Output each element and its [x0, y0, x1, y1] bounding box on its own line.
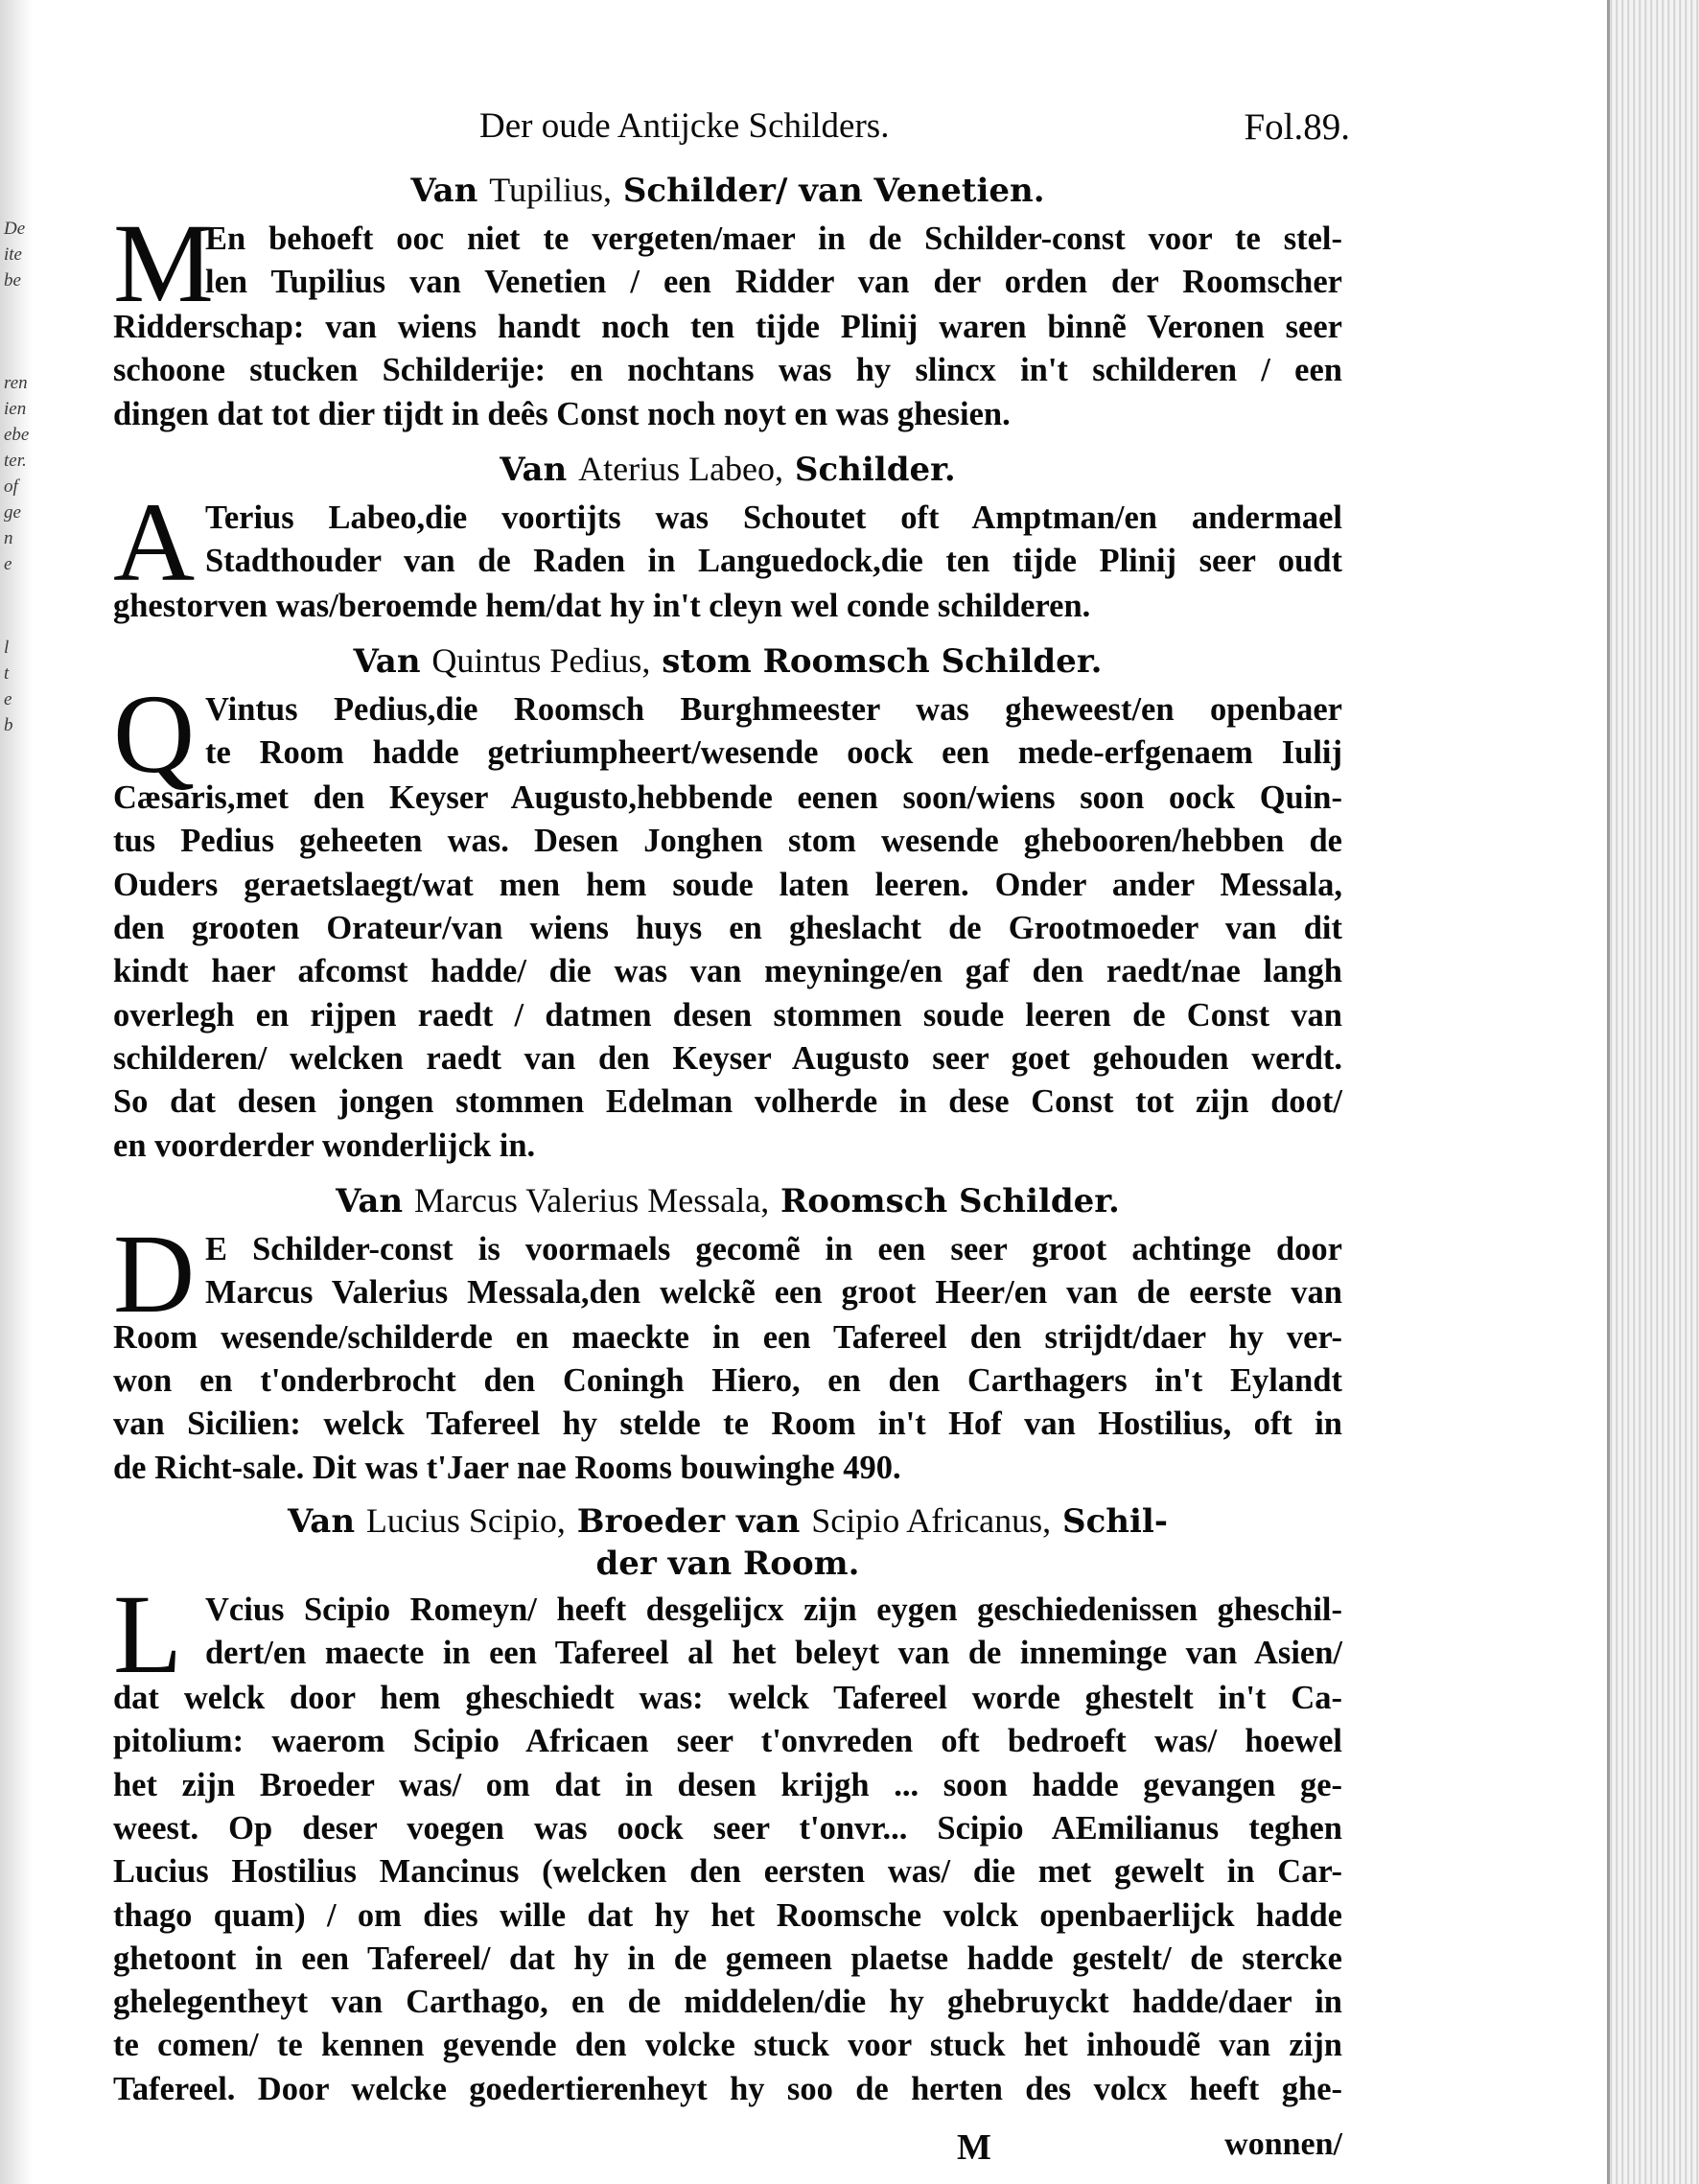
section-heading: Van Tupilius, Schilder/ van Venetien.	[410, 171, 1045, 210]
page-footer	[113, 2121, 1342, 2169]
page-content	[113, 105, 1350, 2169]
section-paragraph: Q Vintus Pedius,die Roomsch Burghmeester was gheweest/en openbaer te Room hadde getriumpheert/wesende oock een mede-erfgenaem Iulij Cæsaris,met den Keyser Augusto,hebbende eenen soon/wiens soon oock Quin- tus Pedius geheeten was. Desen Jonghen stom wesende ghebooren/hebben de Ouders geraetslaegt/wat men hem soude laten leeren. Onder ander Messala, den grooten Orateur/van wiens huys en gheslacht de Grootmoeder van dit kindt haer afcomst hadde/ die was van meyninge/en gaf den raedt/nae langh overlegh en rijpen raedt / datmen desen stommen soude leeren de Const van schilderen/ welcken raedt van den Keyser Augusto seer goet gehouden werdt. So dat desen jongen stommen Edelman volherde in dese Const tot zijn doot/ en voorderder wonderlijck in.	[113, 671, 1342, 1164]
section-heading: Van Aterius Labeo, Schilder.	[500, 449, 956, 489]
drop-capital: D	[113, 1210, 196, 1336]
running-head	[113, 105, 1350, 163]
section-heading: Van Marcus Valerius Messala, Roomsch Schilder.	[336, 1180, 1120, 1220]
section-tupilius	[113, 167, 1342, 436]
margin-fragments	[4, 216, 29, 738]
running-title: Der oude Antijcke Schilders.	[479, 106, 890, 146]
folio-number: Fol.89.	[1244, 106, 1350, 148]
margin-fragment: ter.	[4, 451, 27, 471]
section-aterius-labeo	[113, 446, 1342, 628]
drop-capital: A	[113, 478, 196, 605]
section-heading: Van Quintus Pedius, stom Roomsch Schilder.	[353, 641, 1103, 682]
margin-fragment: ren	[4, 373, 28, 393]
margin-fragment: e	[4, 554, 12, 574]
margin-fragment: De	[4, 219, 26, 239]
section-paragraph: M En behoeft ooc niet te vergeten/maer in de Schilder-const voor te stel- len Tupilius van Venetien / een Ridder van der orden der Roomscher Ridderschap: van wiens handt noch ten tijde Plinij waren binnẽ Veronen seer schoone stucken Schilderije: en nochtans was hy slincx in't schilderen / een dingen dat tot dier tijdt in deês Const noch noyt en was ghesien.	[113, 200, 1342, 432]
page-edges	[1607, 0, 1699, 2184]
section-heading: Van Lucius Scipio, Broeder van Scipio Africanus, Schil- der van Room.	[288, 1501, 1168, 1584]
margin-fragment: ge	[4, 502, 21, 523]
margin-fragment: l	[4, 638, 10, 658]
margin-fragment: be	[4, 270, 21, 290]
section-paragraph: D E Schilder-const is voormaels gecomẽ in een seer groot achtinge door Marcus Valerius Messala,den welckẽ een groot Heer/en van de eerste van Room wesende/schilderde en maeckte in een Tafereel den strijdt/daer hy ver- won en t'onderbrocht den Coningh Hiero, en den Carthagers in't Eylandt van Sicilien: welck Tafereel hy stelde te Room in't Hof van Hostilius, oft in de Richt-sale. Dit was t'Jaer nae Rooms bouwinghe 490.	[113, 1210, 1342, 1486]
margin-fragment: b	[4, 715, 13, 735]
margin-fragment: t	[4, 663, 10, 684]
drop-capital: L	[113, 1571, 183, 1698]
drop-capital: Q	[113, 671, 196, 798]
signature-mark: M	[957, 2127, 991, 2169]
section-paragraph: L Vcius Scipio Romeyn/ heeft desgelijcx zijn eygen geschiedenissen gheschil- dert/en maecte in een Tafereel al het beleyt van de inneminge van Asien/ dat welck door hem gheschiedt was: welck Tafereel worde ghestelt in't Ca- pitolium: waerom Scipio Africaen seer t'onvreden oft bedroeft was/ hoewel het zijn Broeder was/ om dat in desen krijgh ... soon hadde gevangen ge- weest. Op deser voegen was oock seer t'onvr... Scipio AEmilianus teghen Lucius Hostilius Mancinus (welcken den eersten was/ die met gewelt in Car- thago quam) / om dies wille dat hy het Roomsche volck openbaerlijck hadde ghetoont in een Tafereel/ dat hy in de gemeen plaetse hadde gestelt/ de stercke ghelegentheyt van Carthago, en de middelen/die hy ghebruyckt hadde/daer in te comen/ te kennen gevende den volcke stuck voor stuck het inhoudẽ van zijn Tafereel. Door welcke goedertierenheyt hy soo de herten des volcx heeft ghe-	[113, 1571, 1342, 2107]
margin-fragment: n	[4, 528, 13, 548]
section-lucius-scipio	[113, 1499, 1342, 2111]
catchword: wonnen/	[1224, 2126, 1342, 2163]
margin-fragment: of	[4, 476, 18, 497]
section-paragraph: A Terius Labeo,die voortijts was Schoutet oft Amptman/en andermael Stadthouder van de Raden in Languedock,die ten tijde Plinij seer oudt ghestorven was/beroemde hem/dat hy in't cleyn wel conde schilderen.	[113, 478, 1342, 624]
margin-fragment: e	[4, 689, 12, 709]
drop-capital: M	[113, 200, 214, 326]
margin-fragment: ien	[4, 399, 27, 419]
margin-fragment: ebe	[4, 425, 30, 445]
section-quintus-pedius	[113, 638, 1342, 1168]
margin-fragment: ite	[4, 244, 22, 265]
section-marcus-valerius-messala	[113, 1177, 1342, 1490]
